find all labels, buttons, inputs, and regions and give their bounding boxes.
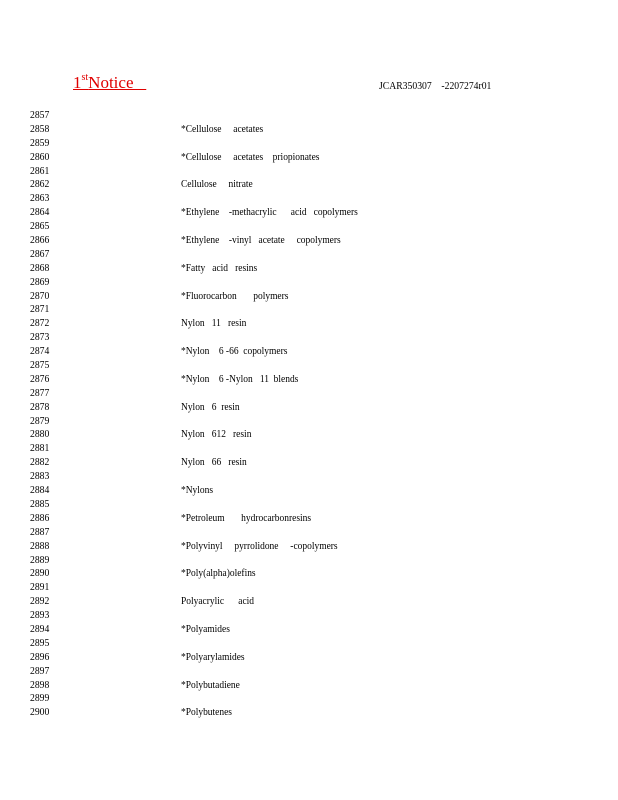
line-number: 2896 [30, 650, 50, 663]
numbered-lines [30, 109, 590, 720]
line-text: *Nylon 6 -Nylon 11 blends [181, 372, 299, 385]
line-row [30, 609, 590, 623]
line-number: 2900 [30, 706, 50, 719]
line-row [30, 637, 590, 651]
line-row [30, 151, 590, 165]
line-number: 2891 [30, 581, 50, 594]
line-number: 2886 [30, 511, 50, 524]
line-row [30, 345, 590, 359]
line-row [30, 554, 590, 568]
line-number: 2898 [30, 678, 50, 691]
line-row [30, 109, 590, 123]
line-number: 2869 [30, 275, 50, 288]
line-row [30, 317, 590, 331]
line-text: *Ethylene -methacrylic acid copolymers [181, 206, 358, 219]
line-row [30, 248, 590, 262]
line-row [30, 290, 590, 304]
line-text: *Ethylene -vinyl acetate copolymers [181, 234, 341, 247]
line-text: *Fatty acid resins [181, 261, 258, 274]
notice-ordinal-suffix: st [81, 72, 89, 83]
line-row [30, 137, 590, 151]
line-text: Nylon 11 resin [181, 317, 247, 330]
line-number: 2889 [30, 553, 50, 566]
line-row [30, 206, 590, 220]
line-number: 2859 [30, 136, 50, 149]
line-number: 2894 [30, 622, 50, 635]
line-text: *Nylon 6 -66 copolymers [181, 345, 288, 358]
line-row [30, 512, 590, 526]
line-text: *Poly(alpha)olefins [181, 567, 256, 580]
line-number: 2881 [30, 442, 50, 455]
line-text: *Polyarylamides [181, 650, 245, 663]
line-number: 2860 [30, 150, 50, 163]
line-number: 2890 [30, 567, 50, 580]
line-number: 2877 [30, 386, 50, 399]
line-number: 2879 [30, 414, 50, 427]
line-row [30, 415, 590, 429]
line-row [30, 303, 590, 317]
line-text: Nylon 612 resin [181, 428, 252, 441]
line-row [30, 234, 590, 248]
line-row [30, 178, 590, 192]
line-row [30, 442, 590, 456]
line-row [30, 498, 590, 512]
line-number: 2878 [30, 400, 50, 413]
line-row [30, 526, 590, 540]
line-row [30, 192, 590, 206]
document-id: JCAR350307 -2207274r01 [379, 80, 492, 92]
line-text: Nylon 66 resin [181, 456, 247, 469]
line-text: *Fluorocarbon polymers [181, 289, 289, 302]
notice-word: Notice [88, 73, 134, 92]
line-number: 2899 [30, 692, 50, 705]
line-row [30, 262, 590, 276]
line-row [30, 581, 590, 595]
line-row [30, 484, 590, 498]
line-row [30, 331, 590, 345]
line-text: Polyacrylic acid [181, 595, 255, 608]
line-row [30, 123, 590, 137]
line-number: 2870 [30, 289, 50, 302]
line-number: 2887 [30, 525, 50, 538]
line-number: 2858 [30, 122, 50, 135]
line-text: *Polyamides [181, 622, 230, 635]
line-text: *Polyvinyl pyrrolidone -copolymers [181, 539, 338, 552]
line-row [30, 359, 590, 373]
line-number: 2895 [30, 636, 50, 649]
line-row [30, 165, 590, 179]
line-row [30, 679, 590, 693]
line-number: 2892 [30, 595, 50, 608]
line-number: 2874 [30, 345, 50, 358]
line-row [30, 623, 590, 637]
line-number: 2867 [30, 247, 50, 260]
line-row [30, 692, 590, 706]
line-text: *Polybutenes [181, 706, 232, 719]
line-number: 2871 [30, 303, 50, 316]
line-number: 2897 [30, 664, 50, 677]
line-number: 2857 [30, 109, 50, 121]
line-number: 2882 [30, 456, 50, 469]
line-row [30, 387, 590, 401]
line-number: 2875 [30, 359, 50, 372]
line-text: *Polybutadiene [181, 678, 240, 691]
line-text: Nylon 6 resin [181, 400, 240, 413]
line-row [30, 456, 590, 470]
line-row [30, 428, 590, 442]
line-number: 2861 [30, 164, 50, 177]
line-row [30, 595, 590, 609]
line-number: 2864 [30, 206, 50, 219]
line-number: 2885 [30, 497, 50, 510]
line-text: *Cellulose acetates priopionates [181, 150, 320, 163]
line-number: 2883 [30, 470, 50, 483]
line-number: 2868 [30, 261, 50, 274]
line-number: 2884 [30, 484, 50, 497]
notice-number: 1 [73, 73, 82, 92]
line-number: 2876 [30, 372, 50, 385]
line-number: 2873 [30, 331, 50, 344]
line-row [30, 373, 590, 387]
line-text: *Petroleum hydrocarbonresins [181, 511, 312, 524]
line-text: *Cellulose acetates [181, 122, 264, 135]
line-number: 2863 [30, 192, 50, 205]
line-row [30, 567, 590, 581]
line-row [30, 276, 590, 290]
line-row [30, 665, 590, 679]
line-row [30, 540, 590, 554]
line-number: 2888 [30, 539, 50, 552]
line-row [30, 220, 590, 234]
line-number: 2872 [30, 317, 50, 330]
line-row [30, 706, 590, 720]
line-row [30, 651, 590, 665]
line-number: 2862 [30, 178, 50, 191]
line-number: 2865 [30, 220, 50, 233]
line-row [30, 401, 590, 415]
line-number: 2893 [30, 609, 50, 622]
line-number: 2880 [30, 428, 50, 441]
line-row [30, 470, 590, 484]
notice-heading [73, 73, 146, 93]
line-text: Cellulose nitrate [181, 178, 253, 191]
line-text: *Nylons [181, 484, 214, 497]
line-number: 2866 [30, 234, 50, 247]
